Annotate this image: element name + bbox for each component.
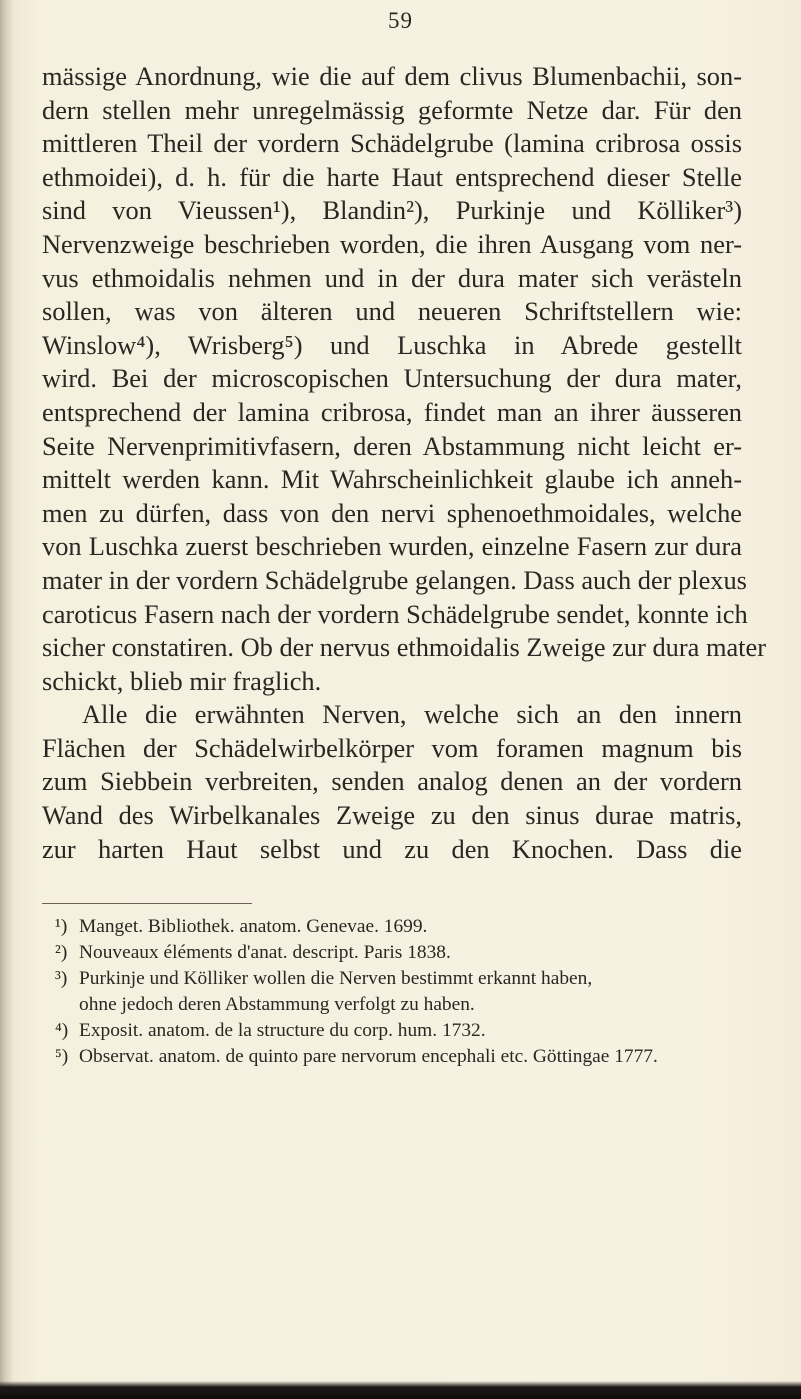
footnote-text: Manget. Bibliothek. anatom. Genevae. 1699. [79, 916, 428, 937]
text-line: wird. Bei der microscopischen Untersuchung der dura mater, [42, 363, 742, 394]
text-line: vus ethmoidalis nehmen und in der dura mater sich verästeln [42, 262, 742, 293]
footnotes [55, 914, 745, 1070]
footnote-marker: ²) [55, 942, 68, 963]
body-text [42, 60, 767, 866]
text-line: dern stellen mehr unregelmässig geformte Netze dar. Für den [42, 94, 742, 125]
text-line: von Luschka zuerst beschrieben wurden, einzelne Fasern zur dura [42, 531, 742, 562]
footnote-marker: ³) [55, 968, 68, 989]
footnote [55, 1044, 745, 1070]
page-number: 59 [388, 8, 413, 33]
footnote [55, 940, 745, 966]
text-line: entsprechend der lamina cribrosa, findet man an ihrer äusseren [42, 396, 742, 427]
text-line: Alle die erwähnten Nerven, welche sich an den innern [82, 699, 742, 730]
footnote [55, 1018, 745, 1044]
footnote-text: Observat. anatom. de quinto pare nervorum encephali etc. Göttingae 1777. [79, 1046, 658, 1067]
text-line: schickt, blieb mir fraglich. [42, 665, 322, 696]
text-line: mässige Anordnung, wie die auf dem clivus Blumenbachii, son- [42, 61, 742, 91]
text-line: caroticus Fasern nach der vordern Schädelgrube sendet, konnte ich [42, 598, 748, 629]
footnote [55, 914, 745, 940]
text-line: Wand des Wirbelkanales Zweige zu den sinus durae matris, [42, 800, 742, 831]
text-line: Nervenzweige beschrieben worden, die ihren Ausgang vom ner- [42, 228, 742, 259]
text-line: mater in der vordern Schädelgrube gelangen. Dass auch der plexus [42, 564, 747, 595]
footnote-text: Purkinje und Kölliker wollen die Nerven bestimmt erkannt haben, [79, 968, 593, 989]
footnote-marker: ⁵) [55, 1046, 69, 1067]
text-line: sollen, was von älteren und neueren Schriftstellern wie: [42, 296, 742, 327]
text-line: sind von Vieussen¹), Blandin²), Purkinje und Kölliker³) [42, 195, 742, 226]
text-line: Flächen der Schädelwirbelkörper vom foramen magnum bis [42, 732, 742, 763]
footnote-marker: ¹) [55, 916, 68, 937]
text-line: men zu dürfen, dass von den nervi sphenoethmoidales, welche [42, 497, 742, 528]
text-line: Winslow⁴), Wrisberg⁵) und Luschka in Abrede gestellt [42, 329, 742, 360]
text-line: ethmoidei), d. h. für die harte Haut entsprechend dieser Stelle [42, 161, 742, 192]
footnote-text: ohne jedoch deren Abstammung verfolgt zu haben. [79, 994, 475, 1015]
text-line: mittelt werden kann. Mit Wahrscheinlichkeit glaube ich anneh- [42, 464, 742, 495]
footnote-continuation [55, 992, 745, 1018]
footnote-text: Exposit. anatom. de la structure du corp. hum. 1732. [79, 1020, 486, 1041]
text-line: Seite Nervenprimitivfasern, deren Abstammung nicht leicht er- [42, 430, 742, 461]
footnote-marker: ⁴) [55, 1020, 69, 1041]
footnote-text: Nouveaux éléments d'anat. descript. Paris 1838. [79, 942, 451, 963]
gutter-shadow [0, 0, 14, 1399]
scan-edge-shadow [0, 1381, 801, 1399]
text-line: mittleren Theil der vordern Schädelgrube (lamina cribrosa ossis [42, 128, 742, 159]
text-line: zur harten Haut selbst und zu den Knochen. Dass die [42, 833, 742, 864]
footnote [55, 966, 745, 992]
text-line: zum Siebbein verbreiten, senden analog denen an der vordern [42, 766, 742, 797]
footnote-rule [42, 903, 252, 904]
text-line: sicher constatiren. Ob der nervus ethmoidalis Zweige zur dura mater [42, 632, 767, 663]
